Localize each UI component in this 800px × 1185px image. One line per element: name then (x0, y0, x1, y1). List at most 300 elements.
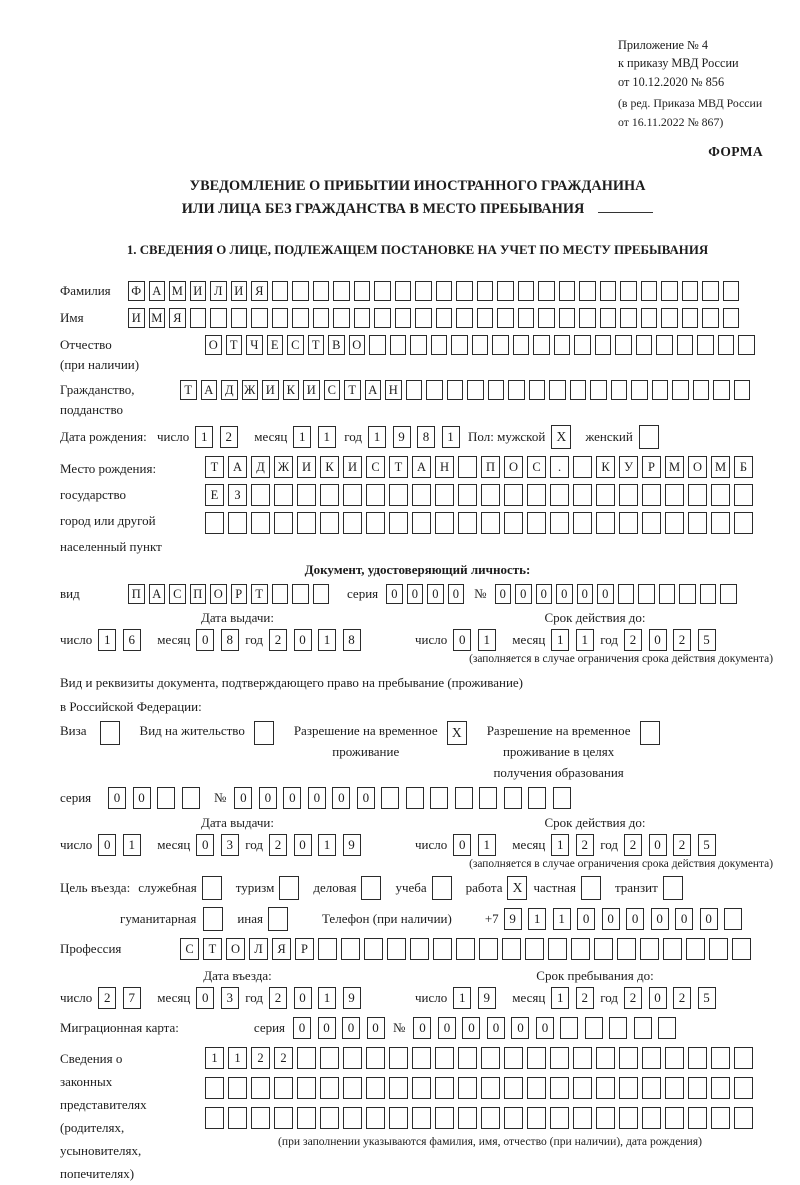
option-edu-residence (487, 721, 664, 783)
given-name-row (60, 308, 775, 328)
char-cell (711, 1077, 730, 1099)
char-cell: С (527, 456, 546, 478)
char-cell: 5 (698, 629, 716, 651)
residence-doc-options (60, 721, 775, 783)
char-cell: 2 (673, 834, 691, 856)
char-cell (458, 1107, 477, 1129)
char-cell (320, 1047, 339, 1069)
char-cell: 0 (438, 1017, 456, 1039)
char-cell: 0 (536, 1017, 554, 1039)
char-cell: 2 (269, 834, 287, 856)
char-cell: 0 (386, 584, 403, 604)
char-cell (366, 512, 385, 534)
month-label: месяц (512, 990, 546, 1006)
char-cell (573, 1107, 592, 1129)
char-cell (389, 1077, 408, 1099)
char-cell (574, 335, 591, 355)
checkbox-cell (268, 907, 288, 931)
birth-year-cells (368, 426, 466, 448)
identity-valid-heading: Срок действия до: (544, 610, 646, 626)
char-cell (686, 938, 705, 960)
identity-valid-day (453, 629, 502, 651)
purpose-humanitarian-checkbox (203, 907, 227, 931)
char-cell (527, 484, 546, 506)
char-cell (492, 335, 509, 355)
appendix-line: от 10.12.2020 № 856 (618, 74, 725, 89)
char-cell (618, 584, 635, 604)
char-cell: 0 (462, 1017, 480, 1039)
migration-card-row (60, 1017, 775, 1039)
day-label: число (60, 632, 93, 648)
entry-stay-day (453, 987, 502, 1009)
char-cell: О (205, 335, 222, 355)
char-cell (272, 584, 289, 604)
char-cell: 0 (649, 987, 667, 1009)
patronymic-label (60, 335, 205, 375)
char-cell (642, 484, 661, 506)
char-cell (711, 1107, 730, 1129)
char-cell: О (504, 456, 523, 478)
char-cell (369, 335, 386, 355)
char-cell: 1 (368, 426, 386, 448)
char-cell (182, 787, 200, 809)
char-cell (619, 484, 638, 506)
char-cell: 2 (673, 987, 691, 1009)
char-cell (642, 1077, 661, 1099)
char-cell: 1 (442, 426, 460, 448)
char-cell (313, 281, 330, 301)
char-cell (389, 1107, 408, 1129)
char-cell: 0 (626, 908, 644, 930)
char-cell (292, 308, 309, 328)
char-cell: Р (231, 584, 248, 604)
char-cell: 0 (293, 1017, 311, 1039)
char-cell (458, 484, 477, 506)
residence-issue-heading: Дата выдачи: (200, 815, 274, 831)
char-cell (642, 1107, 661, 1129)
char-cell: С (366, 456, 385, 478)
checkbox-cell (432, 876, 452, 900)
char-cell (734, 380, 751, 400)
char-cell (272, 281, 289, 301)
purpose-row2 (60, 907, 775, 931)
month-label: месяц (157, 632, 191, 648)
char-cell (320, 512, 339, 534)
char-cell: Р (642, 456, 661, 478)
char-cell: 0 (294, 629, 312, 651)
char-cell (619, 512, 638, 534)
option-visa-label: Виза (60, 722, 87, 738)
char-cell (354, 281, 371, 301)
char-cell: 0 (448, 584, 465, 604)
char-cell: И (128, 308, 145, 328)
char-cell: К (283, 380, 300, 400)
char-cell: Т (389, 456, 408, 478)
char-cell: 1 (98, 629, 116, 651)
char-cell (553, 787, 571, 809)
validity-note: (заполняется в случае ограничения срока действия документа) (469, 653, 773, 666)
char-cell: 3 (221, 987, 239, 1009)
checkbox-cell: X (447, 721, 467, 745)
char-cell (620, 308, 637, 328)
migration-number-label: № (393, 1020, 406, 1036)
char-cell (343, 1107, 362, 1129)
char-cell (596, 1107, 615, 1129)
char-cell: 2 (274, 1047, 293, 1069)
char-cell: А (365, 380, 382, 400)
char-cell (504, 1107, 523, 1129)
residence-series-cells (108, 787, 206, 809)
char-cell (579, 308, 596, 328)
char-cell (251, 308, 268, 328)
purpose-study-label: учеба (395, 880, 427, 896)
char-cell (711, 484, 730, 506)
char-cell: 2 (673, 629, 691, 651)
char-cell (481, 1107, 500, 1129)
identity-valid-month (551, 629, 600, 651)
char-cell (251, 512, 270, 534)
residence-doc-intro-line1: Вид и реквизиты документа, подтверждающего право на пребывание (проживание) (60, 675, 524, 691)
option-edu-residence-label (487, 721, 631, 783)
char-cell (389, 1047, 408, 1069)
char-cell (688, 1077, 707, 1099)
patronymic-label-line2: (при наличии) (60, 357, 140, 373)
char-cell (734, 1107, 753, 1129)
purpose-official-checkbox (202, 876, 226, 900)
char-cell (527, 1107, 546, 1129)
char-cell (652, 380, 669, 400)
char-cell (297, 512, 316, 534)
purpose-label: Цель въезда: (60, 880, 131, 896)
char-cell (333, 281, 350, 301)
legal-reps-label-line6: попечителях) (60, 1166, 135, 1182)
char-cell (458, 1047, 477, 1069)
char-cell (497, 308, 514, 328)
char-cell: М (149, 308, 166, 328)
char-cell (573, 456, 592, 478)
char-cell (410, 938, 429, 960)
sex-male-checkbox (551, 425, 575, 449)
char-cell: О (226, 938, 245, 960)
char-cell (374, 308, 391, 328)
migration-series-cells (293, 1017, 391, 1039)
char-cell (525, 938, 544, 960)
char-cell (274, 1077, 293, 1099)
char-cell (642, 512, 661, 534)
char-cell (406, 787, 424, 809)
char-cell: Ж (242, 380, 259, 400)
legal-reps-label-line4: (родителях, (60, 1120, 125, 1136)
purpose-business-checkbox (361, 876, 385, 900)
char-cell (297, 484, 316, 506)
char-cell: К (320, 456, 339, 478)
char-cell: 1 (551, 834, 569, 856)
char-cell: 5 (698, 834, 716, 856)
char-cell (412, 512, 431, 534)
purpose-study-checkbox (432, 876, 456, 900)
checkbox-cell (203, 907, 223, 931)
identity-doc-dates (60, 610, 775, 651)
char-cell (658, 1017, 676, 1039)
char-cell: 2 (220, 426, 238, 448)
char-cell (458, 512, 477, 534)
char-cell: 0 (98, 834, 116, 856)
char-cell (661, 308, 678, 328)
char-cell: 1 (551, 987, 569, 1009)
char-cell (430, 787, 448, 809)
checkbox-cell (639, 425, 659, 449)
char-cell: 0 (294, 834, 312, 856)
char-cell (274, 484, 293, 506)
char-cell (573, 1077, 592, 1099)
entry-stay-heading: Срок пребывания до: (536, 968, 654, 984)
phone-cells (504, 908, 749, 930)
char-cell (488, 380, 505, 400)
char-cell: М (711, 456, 730, 478)
purpose-row (60, 876, 775, 900)
char-cell: 1 (318, 426, 336, 448)
char-cell: 2 (576, 834, 594, 856)
char-cell (318, 938, 337, 960)
given-name-label: Имя (60, 310, 84, 326)
char-cell (502, 938, 521, 960)
char-cell (611, 380, 628, 400)
char-cell: А (228, 456, 247, 478)
char-cell (711, 1047, 730, 1069)
char-cell: 1 (205, 1047, 224, 1069)
char-cell: 0 (700, 908, 718, 930)
char-cell: М (169, 281, 186, 301)
legal-reps-label-line1: Сведения о (60, 1051, 123, 1067)
char-cell (641, 308, 658, 328)
birth-month-cells (293, 426, 342, 448)
migration-number-cells (413, 1017, 683, 1039)
form-title-line2-wrap (60, 198, 775, 221)
char-cell: 1 (576, 629, 594, 651)
char-cell (665, 512, 684, 534)
option-temp-residence (294, 721, 471, 763)
purpose-work-checkbox (507, 876, 531, 900)
char-cell (431, 335, 448, 355)
birth-place-label-line1: Место рождения: (60, 461, 157, 477)
char-cell (389, 484, 408, 506)
char-cell: Т (203, 938, 222, 960)
char-cell: 2 (624, 629, 642, 651)
char-cell: С (287, 335, 304, 355)
char-cell (435, 512, 454, 534)
birth-place-row1-cells (205, 456, 757, 478)
purpose-tourism-label: туризм (235, 880, 275, 896)
validity-note: (заполняется в случае ограничения срока действия документа) (469, 858, 773, 871)
char-cell (688, 484, 707, 506)
char-cell (559, 308, 576, 328)
char-cell: 0 (675, 908, 693, 930)
char-cell (504, 484, 523, 506)
char-cell (734, 1047, 753, 1069)
year-label: год (600, 990, 619, 1006)
char-cell: Р (295, 938, 314, 960)
form-label: ФОРМА (708, 143, 763, 159)
residence-doc-intro (60, 671, 775, 718)
char-cell (711, 512, 730, 534)
char-cell (366, 484, 385, 506)
char-cell (292, 281, 309, 301)
legal-reps-label (60, 1047, 205, 1185)
char-cell (313, 308, 330, 328)
year-label: год (600, 632, 619, 648)
char-cell: 1 (123, 834, 141, 856)
char-cell (343, 1047, 362, 1069)
checkbox-cell: X (507, 876, 527, 900)
char-cell (596, 1077, 615, 1099)
residence-valid-year (624, 834, 722, 856)
char-cell: А (149, 584, 166, 604)
char-cell (713, 380, 730, 400)
char-cell: Ф (128, 281, 145, 301)
option-temp-line2: проживание (332, 743, 400, 759)
day-label: число (415, 632, 448, 648)
day-label: число (157, 429, 190, 445)
char-cell: Ч (246, 335, 263, 355)
char-cell (412, 1047, 431, 1069)
legal-reps-label-line3: представителях (60, 1097, 147, 1113)
char-cell (600, 308, 617, 328)
char-cell (390, 335, 407, 355)
char-cell: 0 (427, 584, 444, 604)
residence-valid-day (453, 834, 502, 856)
char-cell: Т (226, 335, 243, 355)
char-cell: Т (180, 380, 197, 400)
char-cell (412, 1107, 431, 1129)
char-cell: 9 (343, 834, 361, 856)
char-cell (688, 1107, 707, 1129)
checkbox-cell (361, 876, 381, 900)
purpose-other-checkbox (268, 907, 292, 931)
char-cell (573, 512, 592, 534)
phone-prefix: +7 (484, 911, 499, 927)
char-cell: 2 (576, 987, 594, 1009)
char-cell (720, 584, 737, 604)
char-cell: 1 (551, 629, 569, 651)
char-cell (426, 380, 443, 400)
char-cell: 1 (528, 908, 546, 930)
char-cell (447, 380, 464, 400)
char-cell (596, 1047, 615, 1069)
char-cell (619, 1077, 638, 1099)
residence-valid-col (415, 815, 775, 856)
char-cell (570, 380, 587, 400)
char-cell (638, 584, 655, 604)
patronymic-label-line1: Отчество (60, 337, 112, 353)
char-cell (381, 787, 399, 809)
char-cell: Б (734, 456, 753, 478)
legal-reps-cells (205, 1047, 775, 1148)
char-cell (231, 308, 248, 328)
citizenship-cells (180, 380, 754, 400)
char-cell (251, 1107, 270, 1129)
checkbox-cell (663, 876, 683, 900)
option-residence-permit-label: Вид на жительство (139, 722, 245, 738)
birth-place-row3-cells (205, 512, 757, 534)
checkbox-cell (100, 721, 120, 745)
char-cell (387, 938, 406, 960)
char-cell (479, 787, 497, 809)
checkbox-cell (581, 876, 601, 900)
char-cell: М (665, 456, 684, 478)
char-cell (433, 938, 452, 960)
entry-arrival-month (196, 987, 245, 1009)
char-cell: 0 (453, 834, 471, 856)
char-cell (585, 1017, 603, 1039)
char-cell (688, 1047, 707, 1069)
option-temp-line1: Разрешение на временное (293, 722, 438, 738)
char-cell: 0 (108, 787, 126, 809)
char-cell: Т (344, 380, 361, 400)
char-cell: 1 (453, 987, 471, 1009)
char-cell: К (596, 456, 615, 478)
char-cell: С (324, 380, 341, 400)
char-cell (415, 281, 432, 301)
char-cell (665, 1047, 684, 1069)
char-cell: Т (205, 456, 224, 478)
char-cell (513, 335, 530, 355)
legal-reps-note: (при заполнении указываются фамилия, имя, отчество (при наличии), дата рождения) (278, 1135, 702, 1149)
char-cell: Н (385, 380, 402, 400)
residence-valid-month (551, 834, 600, 856)
birth-place-label-line3: город или другой (60, 513, 156, 529)
char-cell (341, 938, 360, 960)
residence-valid-row (415, 834, 775, 856)
char-cell (596, 484, 615, 506)
doc-type-cells (128, 584, 333, 604)
char-cell (590, 380, 607, 400)
char-cell (497, 281, 514, 301)
char-cell: 0 (453, 629, 471, 651)
char-cell (738, 335, 755, 355)
residence-issue-col (60, 815, 415, 856)
char-cell (297, 1077, 316, 1099)
char-cell (504, 1047, 523, 1069)
char-cell (663, 938, 682, 960)
char-cell: 1 (293, 426, 311, 448)
char-cell: 0 (342, 1017, 360, 1039)
year-label: год (245, 990, 264, 1006)
char-cell (573, 1047, 592, 1069)
day-label: число (60, 990, 93, 1006)
char-cell: 2 (624, 987, 642, 1009)
char-cell (456, 938, 475, 960)
identity-issue-col (60, 610, 415, 651)
char-cell: Ж (274, 456, 293, 478)
char-cell (274, 1107, 293, 1129)
char-cell (458, 456, 477, 478)
edition-block (618, 94, 775, 131)
migration-series-label: серия (253, 1020, 286, 1036)
residence-issue-day (98, 834, 147, 856)
char-cell (436, 281, 453, 301)
char-cell (477, 308, 494, 328)
char-cell (518, 308, 535, 328)
option-temp-residence-checkbox (438, 721, 471, 745)
birth-date-row (60, 425, 775, 449)
surname-label: Фамилия (60, 283, 111, 299)
entry-arrival-col (60, 968, 415, 1009)
edition-line: (в ред. Приказа МВД России (618, 96, 763, 111)
char-cell (554, 335, 571, 355)
char-cell: 0 (367, 1017, 385, 1039)
purpose-humanitarian-label: гуманитарная (120, 911, 197, 927)
char-cell: 0 (413, 1017, 431, 1039)
